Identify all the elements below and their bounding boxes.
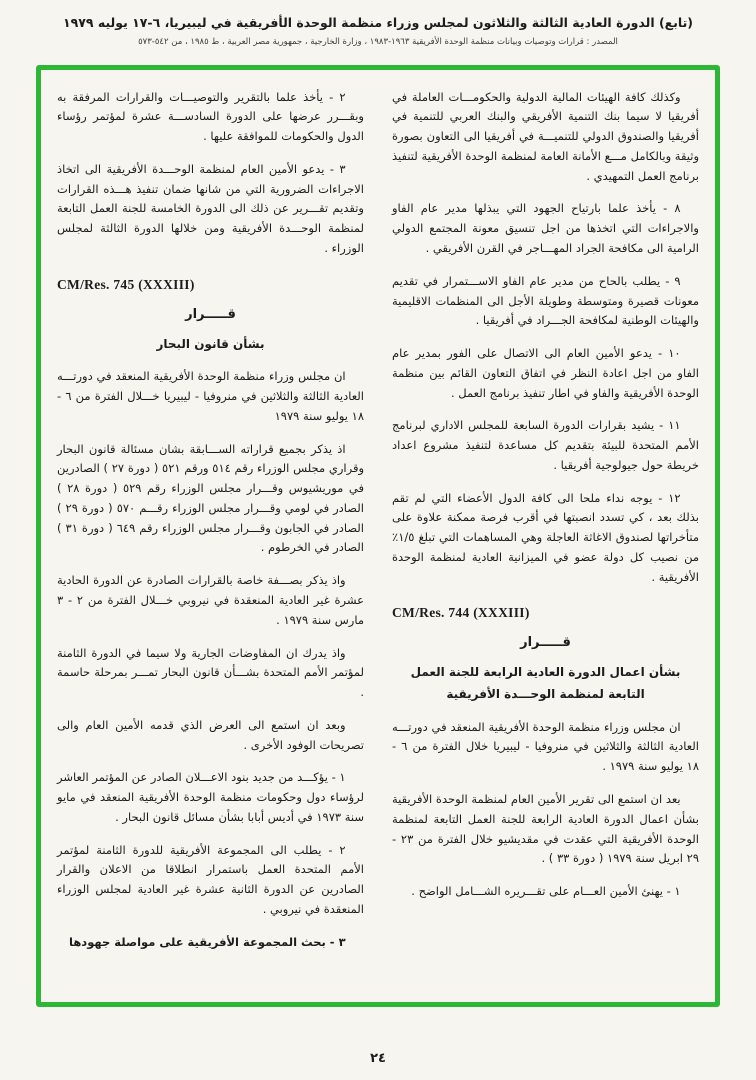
- paragraph: ان مجلس وزراء منظمة الوحدة الأفريقية المنعقد في دورتـــه العادية الثالثة والثلاثين في منروفيا - ليبيريا خلال الفترة من ٦ - ١٨ يوليو سنة ١٩٧٩ .: [392, 719, 699, 774]
- paragraph: وبعد ان استمع الى العرض الذي قدمه الأمين العام والى تصريحات الوفود الأخرى .: [57, 717, 364, 752]
- column-right: [392, 88, 699, 992]
- document-title: (تابع) الدورة العادية الثالثة والثلاثون لمجلس وزراء منظمة الوحدة الأفريقية في ليبيريا، ٦-١٧ يوليه ١٩٧٩: [62, 15, 694, 30]
- paragraph: ٩ - يطلب بالحاح من مدير عام الفاو الاســـتمرار في تقديم معونات قصيرة ومتوسطة وطويلة الأجل الى المنظمات الاقليمية والهيئات الوطنية لمكافحة الجـــراد في أفريقيا .: [392, 273, 699, 328]
- paragraph: ١٠ - يدعو الأمين العام الى الاتصال على الفور بمدير عام الفاو من اجل اعادة النظر في اتفاق التعاون القائم بين منظمة الوحدة الأفريقية والفاو في اطار تنفيذ برنامج العمل .: [392, 346, 699, 400]
- paragraph: ان مجلس وزراء منظمة الوحدة الأفريقية المنعقد في دورتـــه العادية الثالثة والثلاثين في منروفيا - ليبيريا خـــلال الفترة من ٦ - ١٨ يوليو سنة ١٩٧٩: [57, 369, 364, 423]
- highlight-border-box: [36, 65, 720, 1007]
- resolution-subject: بشأن قانون البحار: [156, 336, 265, 351]
- column-left: [57, 88, 364, 992]
- paragraph: واذ يذكر بصـــفة خاصة بالقرارات الصادرة عن الدورة الحادية عشرة غير العادية المنعقدة في نيروبي خـــلال الفترة من ٢ - ٣ مارس سنة ١٩٧٩ .: [57, 573, 364, 627]
- paragraph: بعد ان استمع الى تقرير الأمين العام لمنظمة الوحدة الأفريقية بشأن اعمال الدورة العادية الرابعة للجنة العمل التابعة لمنظمة الوحدة الأفريقية التي عقدت في مقديشيو خلال الفترة من ٢٣ - ٢٩ ابريل سنة ١٩٧٩ ( دورة ٣٣ ) .: [392, 791, 699, 866]
- paragraph: ٢ - يأخذ علما بالتقرير والتوصيـــات والقرارات المرفقة به وبقـــرر عرضها على الدورة السادســـة عشرة لمؤتمر رؤساء الدول والحكومات للموافقة عليها .: [57, 89, 364, 144]
- paragraph: ٢ - يطلب الى المجموعة الأفريقية للدورة الثامنة لمؤتمر الأمم المتحدة العمل باستمرار انطلاقا من الاعلان والقرار الصادرين عن الدورة الثانية عشرة غير العادية لمجلس الوزراء المنعقدة في نيروبي .: [57, 842, 364, 916]
- source-citation: المصدر : قرارات وتوصيات وبيانات منظمة الوحدة الأفريقية ١٩٦٣-١٩٨٣ ، وزارة الخارجية ، جمهورية مصر العربية ، ط ١٩٨٥ ، من ٥٤٢-٥٧٣: [138, 36, 618, 47]
- resolution-heading: قـــــرار: [185, 306, 236, 322]
- page-number: ٢٤: [370, 1051, 386, 1066]
- paragraph: اذ يذكر بجميع قراراته الســـابقة بشان مسئالة قانون البحار وقراري مجلس الوزراء رقم ٥١٤ ورقم ٥٢١ ( دورة ٢٧ ) الصادرين في موريشيوس وقـــرار مجلس الوزراء رقم ٥٢٩ ( دورة ٢٨ ) الصادر في لومي وقـــرار مجلس الوزراء رقـــم ٥٧٠ ( دورة ٢٩ ) الصادر في الجابون وقـــرار مجلس الوزراء رقم ٦٤٩ ( دورة ٣١ ) الصادر في الخرطوم .: [57, 441, 364, 555]
- resolution-subject: بشأن اعمال الدورة العادية الرابعة للجنة العمل التابعة لمنظمة الوحـــدة الأفريقية: [410, 665, 681, 702]
- page-header: [0, 0, 756, 49]
- paragraph: ١١ - يشيد بقرارات الدورة السابعة للمجلس الاداري لبرنامج الأمم المتحدة للبيئة بتقديم كل مساعدة لتنفيذ مشروع اعداد خريطة حول جيولوجية أفريقيا .: [392, 418, 699, 472]
- paragraph: وكذلك كافة الهيئات المالية الدولية والحكومـــات العاملة في أفريقيا لا سيما بنك التنمية الأفريقي والبنك العربي للتنمية في أفريقيا والصندوق الدولي للتنميـــة في أفريقيا الى التعاون بصورة وثيقة وبالكامل مـــع الأمانة العامة لمنظمة الوحدة الأفريقية لتنفيذ برنامج العمل التمهيدي .: [392, 89, 699, 183]
- paragraph: ١ - يهنئ الأمين العـــام على تقـــريره الشـــامل الواضح .: [411, 884, 681, 899]
- paragraph: ١٢ - يوجه نداء ملحا الى كافة الدول الأعضاء التي لم تقم بذلك بعد ، كي تسدد انصبتها في أقرب فرصة ممكنة علاوة على متأخراتها لصندوق الاغاثة العاجلة وهي المساهمات التي تبلغ ١/٥٪ من نصيب كل دولة عضو في الميزانية العادية لمنظمة الوحدة الأفريقية .: [392, 490, 699, 584]
- page-footer: [0, 1051, 756, 1066]
- resolution-id: CM/Res. 745 (XXXIII): [57, 276, 195, 292]
- paragraph: ١ - يؤكـــد من جديد بنود الاعـــلان الصادر عن المؤتمر العاشر لرؤساء دول وحكومات منظمة الوحدة الأفريقية المنعقد في مايو سنة ١٩٧٣ في أديس أبابا بشأن مسائل قانون البحار .: [57, 770, 364, 824]
- resolution-id: CM/Res. 744 (XXXIII): [392, 605, 530, 621]
- paragraph: واذ يدرك ان المفاوضات الجارية ولا سيما في الدورة الثامنة لمؤتمر الأمم المتحدة بشـــأن قانون البحار تمـــر بمرحلة حاسمة .: [57, 645, 364, 700]
- paragraph: ٣ - بحث المجموعة الأفريقية على مواصلة جهودها: [69, 934, 346, 949]
- paragraph: ٣ - يدعو الأمين العام لمنظمة الوحـــدة الأفريقية الى اتخاذ الاجراءات الضرورية التي من شانها ضمان تنفيذ هـــذه القرارات وتقديم تقـــرير عن ذلك الى الدورة الخامسة للجنة العمل التابعة لمنظمة الوحـــدة الأفريقية ومن خلالها الدورة الثالثة لمجلس الوزراء .: [57, 161, 364, 255]
- paragraph: ٨ - يأخذ علما بارتياح الجهود التي يبذلها مدير عام الفاو والاجراءات التي اتخذها من اجل تنسيق معونة المجتمع الدولي الرامية الى مكافحة الجراد المهـــاجر في القرن الأفريقي .: [392, 201, 699, 255]
- resolution-heading: قـــــرار: [520, 635, 571, 651]
